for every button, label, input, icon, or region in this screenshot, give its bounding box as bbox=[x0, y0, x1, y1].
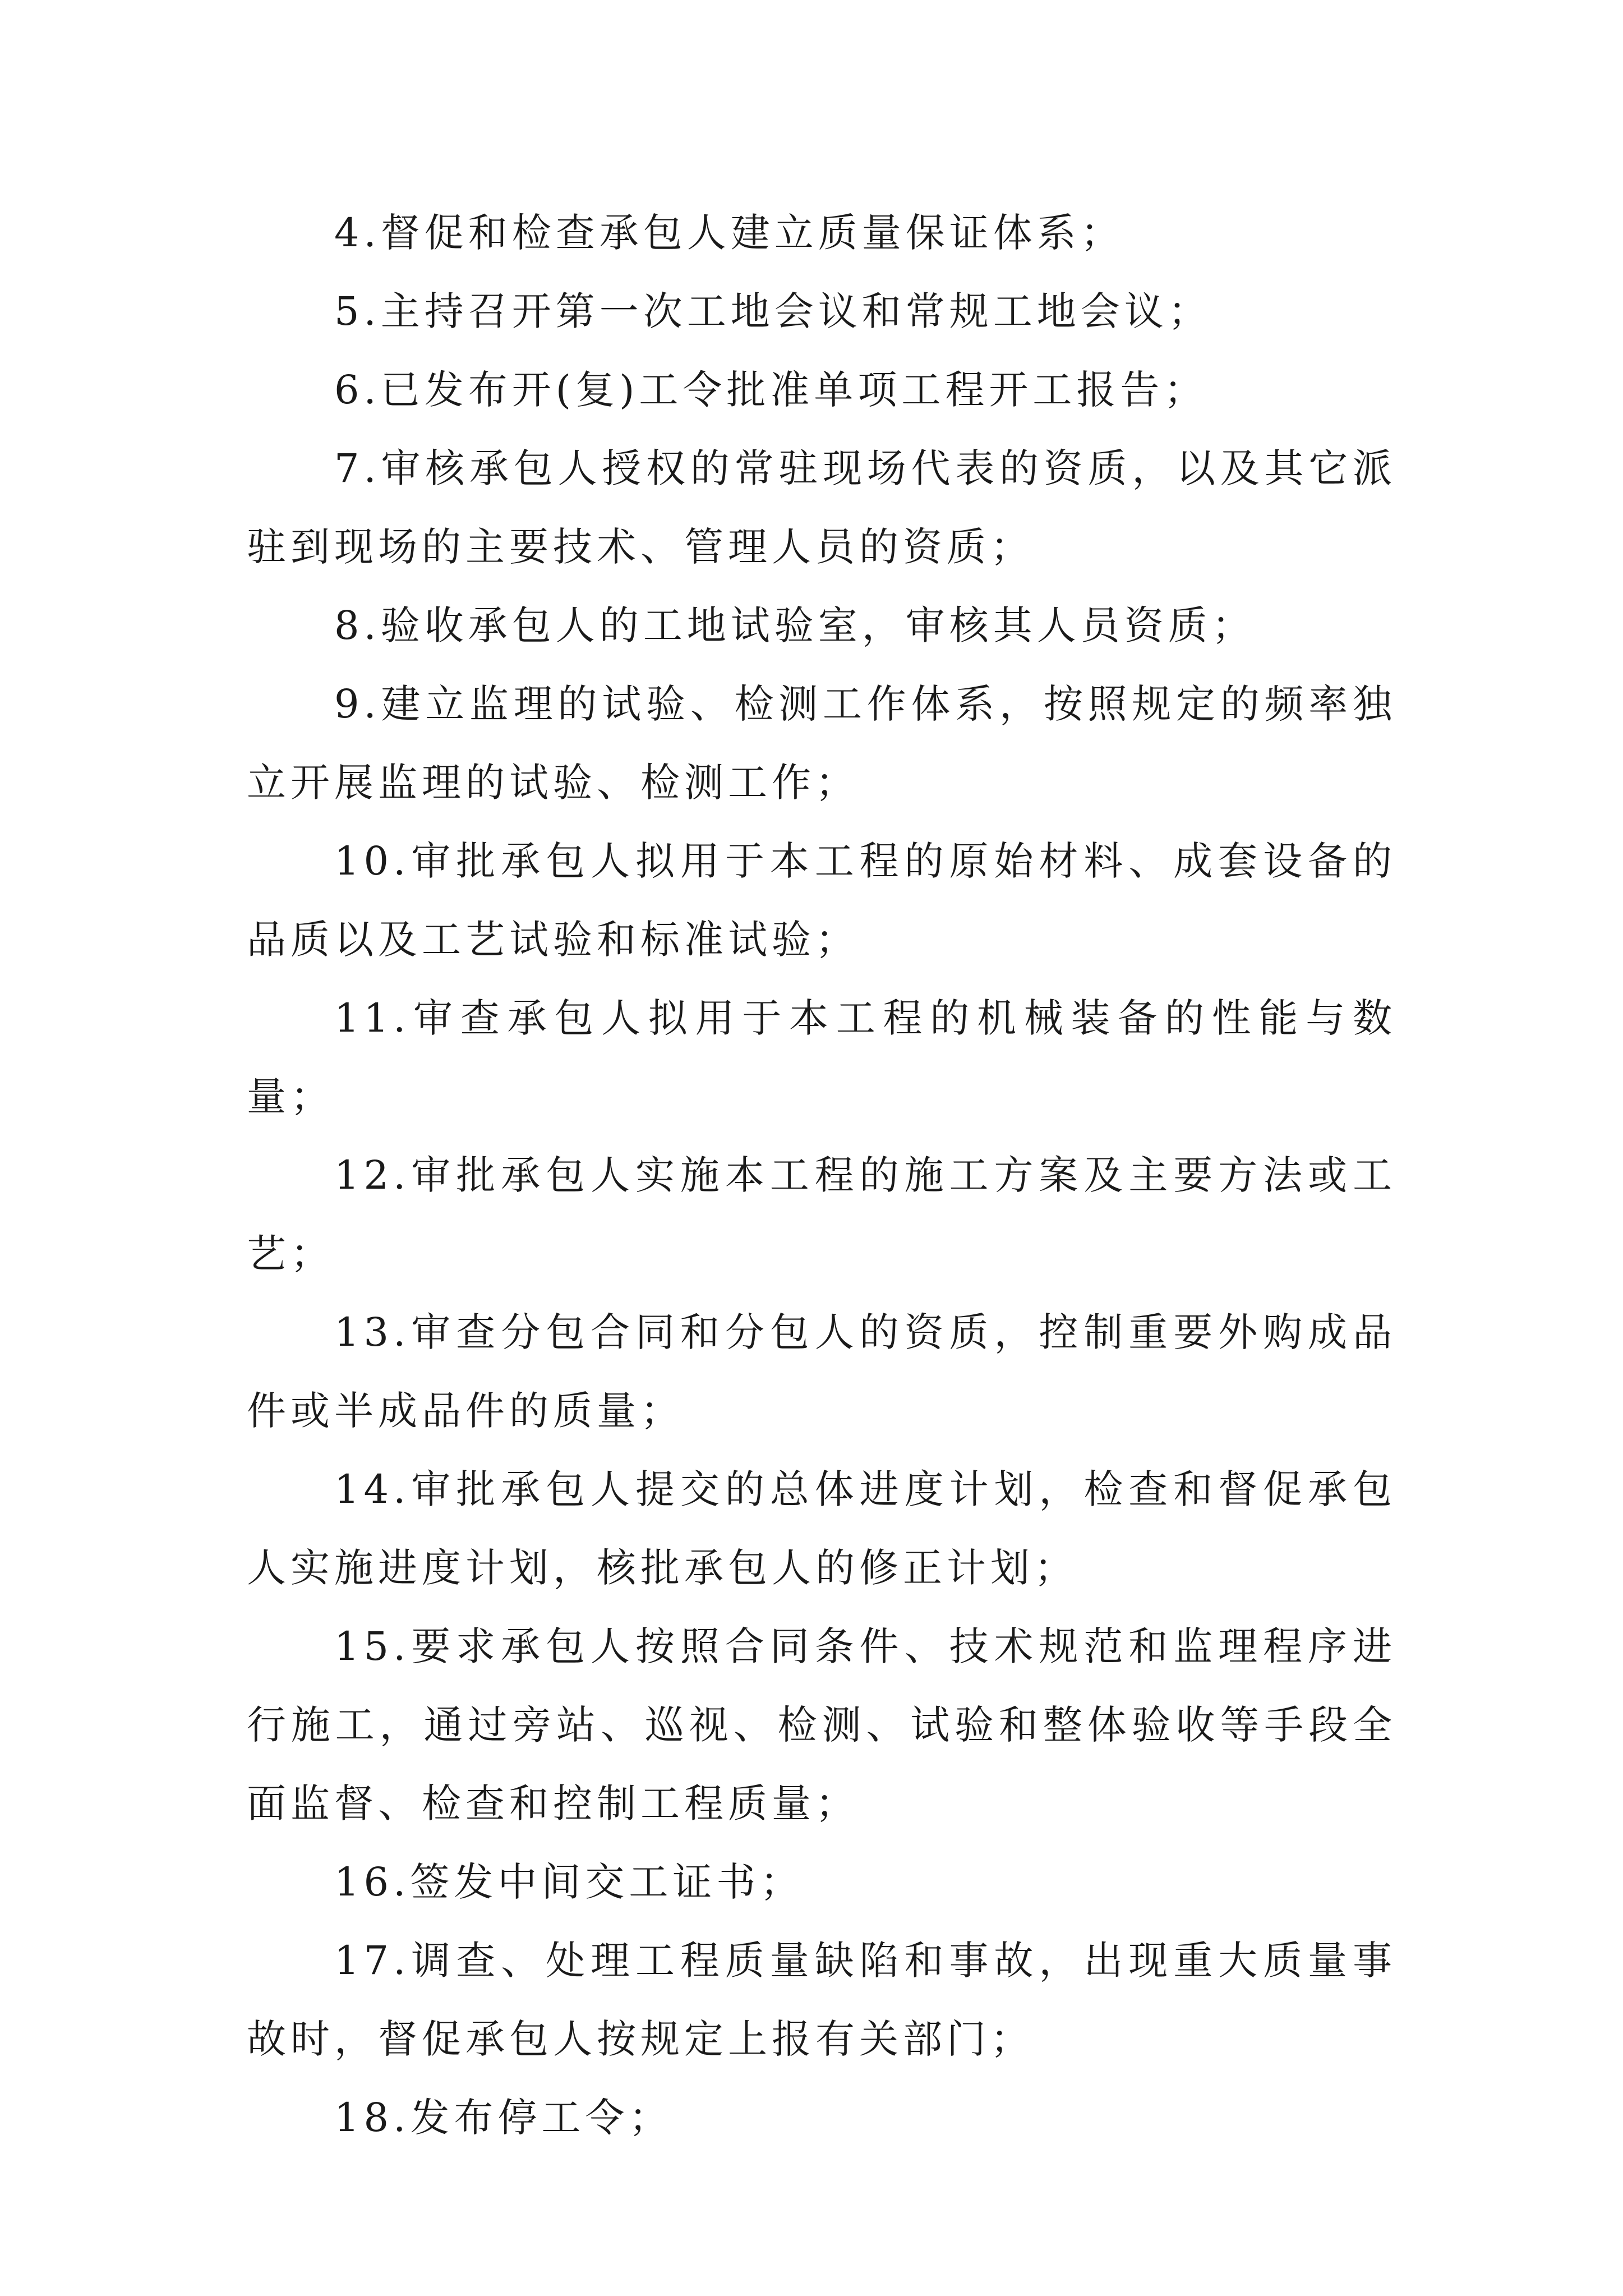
list-item: 9.建立监理的试验、检测工作体系，按照规定的频率独立开展监理的试验、检测工作； bbox=[247, 681, 1396, 806]
list-item: 4.督促和检查承包人建立质量保证体系； bbox=[334, 210, 1124, 256]
list-item: 16.签发中间交工证书； bbox=[334, 1859, 804, 1905]
list-item: 8.验收承包人的工地试验室，审核其人员资质； bbox=[334, 602, 1256, 648]
list-item: 10.审批承包人拟用于本工程的原始材料、成套设备的品质以及工艺试验和标准试验； bbox=[247, 838, 1396, 963]
document-body bbox=[247, 194, 1396, 2157]
list-item: 7.审核承包人授权的常驻现场代表的资质，以及其它派驻到现场的主要技术、管理人员的资质； bbox=[247, 445, 1396, 570]
list-item: 14.审批承包人提交的总体进度计划，检查和督促承包人实施进度计划，核批承包人的修正计划； bbox=[247, 1466, 1396, 1591]
list-item: 5.主持召开第一次工地会议和常规工地会议； bbox=[334, 288, 1212, 334]
list-item: 13.审查分包合同和分包人的资质，控制重要外购成品件或半成品件的质量； bbox=[247, 1309, 1396, 1434]
list-item: 11.审查承包人拟用于本工程的机械装备的性能与数量； bbox=[247, 995, 1396, 1120]
list-item: 12.审批承包人实施本工程的施工方案及主要方法或工艺； bbox=[247, 1152, 1396, 1277]
list-item: 6.已发布开(复)工令批准单项工程开工报告； bbox=[334, 367, 1208, 413]
list-item: 17.调查、处理工程质量缺陷和事故，出现重大质量事故时，督促承包人按规定上报有关部门； bbox=[247, 1938, 1396, 2062]
list-item: 15.要求承包人按照合同条件、技术规范和监理程序进行施工，通过旁站、巡视、检测、试验和整体验收等手段全面监督、检查和控制工程质量； bbox=[247, 1623, 1396, 1826]
list-item: 18.发布停工令； bbox=[334, 2095, 673, 2141]
